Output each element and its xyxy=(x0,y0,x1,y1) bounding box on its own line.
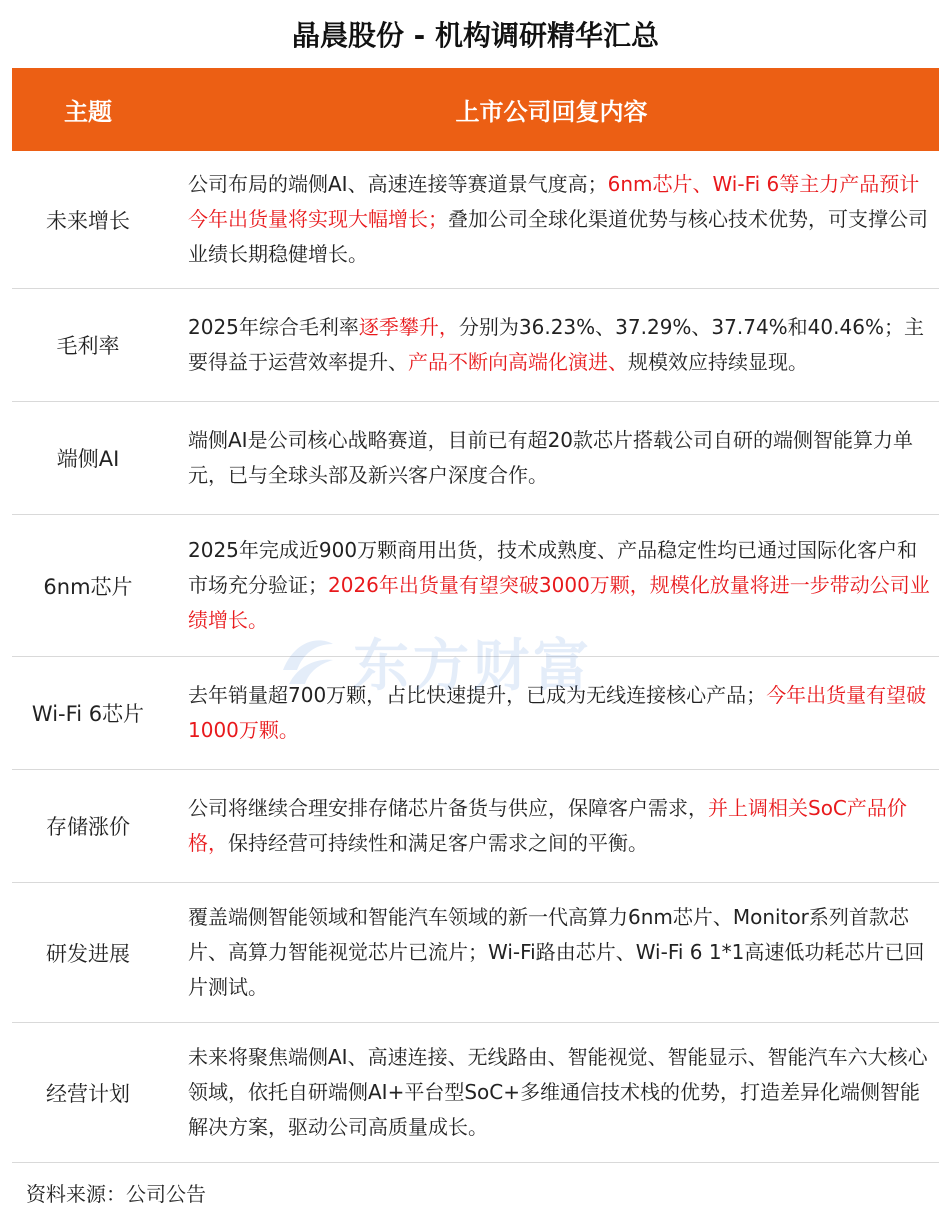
row-topic: 毛利率 xyxy=(56,334,120,358)
table-row xyxy=(12,289,939,402)
highlight-text: 6nm芯片、Wi-Fi 6等主力产品预计今年出货量将实现大幅增长； xyxy=(188,172,920,231)
text: 公司将继续合理安排存储芯片备货与供应，保障客户需求， xyxy=(188,796,708,820)
text: 叠加公司全球化渠道优势与核心技术优势，可支撑公司业绩长期稳健增长。 xyxy=(188,207,928,266)
text: 端侧AI是公司核心战略赛道，目前已有超20款芯片搭载公司自研的端侧智能算力单元，已与全球头部及新兴客户深度合作。 xyxy=(188,428,914,487)
row-topic: Wi-Fi 6芯片 xyxy=(31,702,145,726)
row-content xyxy=(164,900,939,1005)
text: 分别为36.23%、37.29%、37.74%和40.46%；主要得益于运营效率提升、 xyxy=(188,315,924,374)
text: 2025年完成近900万颗商用出货，技术成熟度、产品稳定性均已通过国际化客户和市场充分验证； xyxy=(188,538,918,597)
text: 保持经营可持续性和满足客户需求之间的平衡。 xyxy=(228,831,648,855)
table-row xyxy=(12,515,939,657)
header-topic: 主题 xyxy=(64,98,112,126)
table-row xyxy=(12,402,939,515)
row-content xyxy=(164,533,939,638)
highlight-text: 并上调相关SoC产品价格， xyxy=(188,796,907,855)
table-row xyxy=(12,151,939,289)
text: 未来将聚焦端侧AI、高速连接、无线路由、智能视觉、智能显示、智能汽车六大核心领域，依托自研端侧AI+平台型SoC+多维通信技术栈的优势，打造差异化端侧智能解决方案，驱动公司高质量成长。 xyxy=(188,1045,928,1139)
text: 2025年综合毛利率 xyxy=(188,315,359,339)
text: 覆盖端侧智能领域和智能汽车领域的新一代高算力6nm芯片、Monitor系列首款芯片、高算力智能视觉芯片已流片；Wi-Fi路由芯片、Wi-Fi 6 1*1高速低功耗芯片已回片测试。 xyxy=(188,905,925,999)
row-topic: 端侧AI xyxy=(56,447,120,471)
text: 规模效应持续显现。 xyxy=(628,350,808,374)
row-content xyxy=(164,678,939,748)
row-content xyxy=(164,791,939,861)
table-row xyxy=(12,883,939,1023)
row-topic: 存储涨价 xyxy=(46,815,130,839)
highlight-text: 2026年出货量有望突破3000万颗，规模化放量将进一步带动公司业绩增长。 xyxy=(188,573,930,632)
text: 公司布局的端侧AI、高速连接等赛道景气度高； xyxy=(188,172,608,196)
highlight-text: 逐季攀升， xyxy=(358,315,459,339)
text: 去年销量超700万颗，占比快速提升，已成为无线连接核心产品； xyxy=(188,683,767,707)
row-content xyxy=(164,423,939,493)
row-content xyxy=(164,167,939,272)
table-row xyxy=(12,657,939,770)
source-note: 资料来源：公司公告 xyxy=(26,1182,206,1206)
row-topic: 经营计划 xyxy=(46,1081,130,1106)
row-topic: 研发进展 xyxy=(46,941,130,966)
table-row xyxy=(12,1023,939,1163)
row-content xyxy=(164,310,939,380)
highlight-text: 今年出货量有望破1000万颗。 xyxy=(188,683,927,742)
watermark-text: 东方财富 xyxy=(353,634,593,699)
highlight-text: 产品不断向高端化演进、 xyxy=(408,350,628,374)
table-row xyxy=(12,770,939,883)
row-content xyxy=(164,1040,939,1145)
summary-table xyxy=(12,68,939,1163)
row-topic: 未来增长 xyxy=(46,208,130,233)
page-title: 晶晨股份 - 机构调研精华汇总 xyxy=(291,19,660,52)
row-topic: 6nm芯片 xyxy=(43,574,133,599)
header-content: 上市公司回复内容 xyxy=(455,98,648,126)
table-header xyxy=(12,68,939,151)
